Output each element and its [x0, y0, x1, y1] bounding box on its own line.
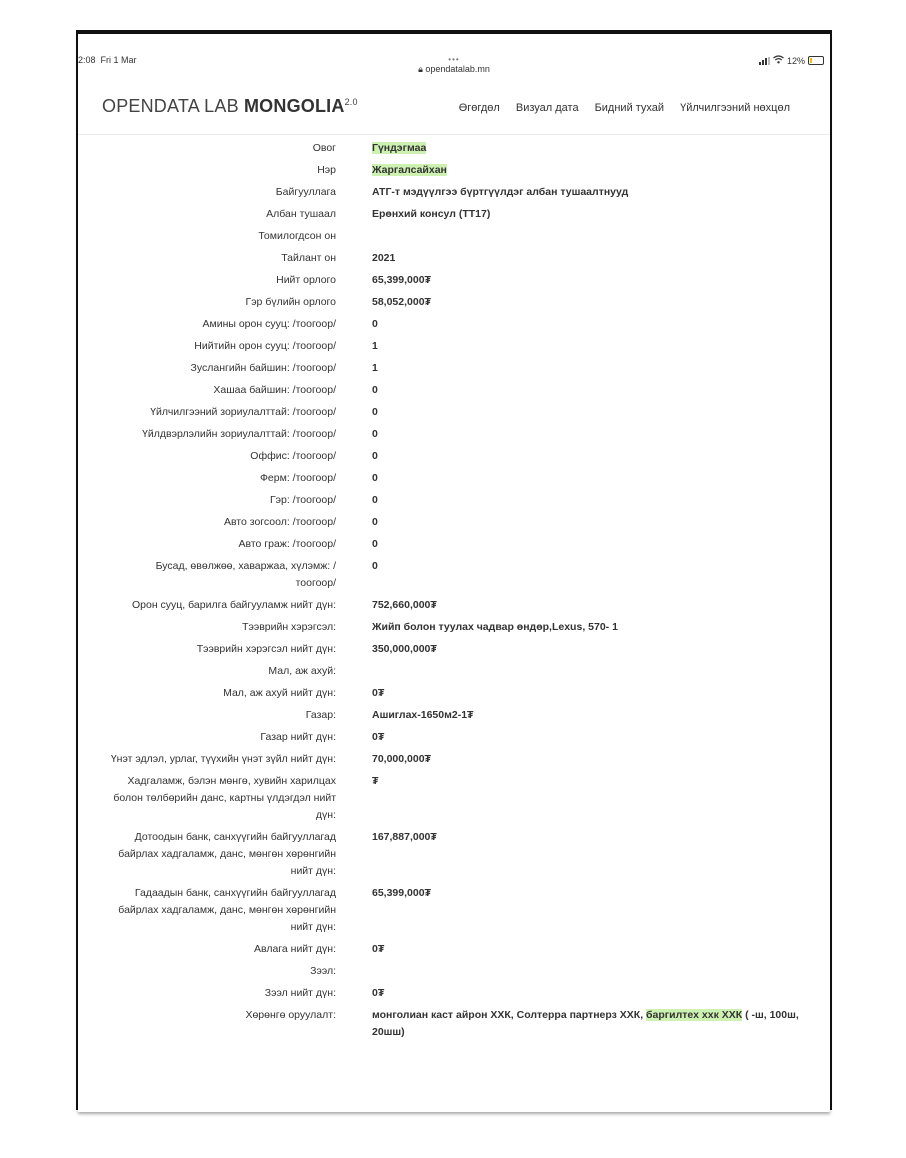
- declaration-row: [78, 829, 830, 880]
- declaration-row: [78, 773, 830, 824]
- declaration-row: [78, 1007, 830, 1041]
- field-label: Томилогдсон он: [258, 230, 336, 242]
- main-nav: [459, 102, 790, 114]
- nav-visual-data[interactable]: Визуал дата: [515, 102, 579, 114]
- field-label: Хадгаламж, бэлэн мөнгө, хувийн харилцах болон төлбөрийн данс, картны үлдэгдэл нийт дүн:: [113, 775, 336, 821]
- declaration-row: [78, 558, 830, 592]
- nav-about[interactable]: Бидний тухай: [594, 102, 665, 114]
- declaration-row: [78, 140, 830, 157]
- field-label: Амины орон сууц: /тоогоор/: [202, 318, 336, 330]
- declaration-row: [78, 514, 830, 531]
- declaration-row: [78, 316, 830, 333]
- field-label: Нийтийн орон сууц: /тоогоор/: [194, 340, 336, 352]
- field-value: ₮: [372, 775, 379, 787]
- declaration-row: [78, 885, 830, 936]
- field-value: Жийп болон туулах чадвар өндөр,Lexus, 570- 1: [372, 621, 618, 633]
- field-value: 58,052,000₮: [372, 296, 431, 308]
- field-label: Зуслангийн байшин: /тоогоор/: [190, 362, 336, 374]
- field-label: Нийт орлого: [276, 274, 336, 286]
- field-value: 0₮: [372, 731, 385, 743]
- wifi-icon: [773, 55, 784, 66]
- declaration-row: [78, 184, 830, 201]
- field-label: Хашаа байшин: /тоогоор/: [213, 384, 336, 396]
- field-value: 752,660,000₮: [372, 599, 437, 611]
- declaration-row: [78, 360, 830, 377]
- field-label: Байгууллага: [275, 186, 336, 198]
- declaration-row: [78, 162, 830, 179]
- declaration-row: [78, 250, 830, 267]
- field-label: Тайлант он: [281, 252, 336, 264]
- field-label: Авто граж: /тоогоор/: [238, 538, 336, 550]
- declaration-row: [78, 707, 830, 724]
- battery-icon: [808, 56, 824, 65]
- field-value: 350,000,000₮: [372, 643, 437, 655]
- site-logo[interactable]: [102, 96, 358, 117]
- address-url[interactable]: opendatalab.mn: [425, 64, 490, 74]
- field-value: 0₮: [372, 987, 385, 999]
- field-label: Гэр бүлийн орлого: [245, 296, 336, 308]
- field-value: 0: [372, 318, 378, 330]
- declaration-row: [78, 206, 830, 223]
- url-area[interactable]: [78, 56, 830, 75]
- site-navbar: [78, 82, 830, 135]
- field-label: Ферм: /тоогоор/: [259, 472, 336, 484]
- lock-icon: 🔒︎: [418, 64, 423, 74]
- field-label: Овог: [312, 142, 336, 154]
- field-label: Тээврийн хэрэгсэл нийт дүн:: [196, 643, 336, 655]
- field-label: Мал, аж ахуй нийт дүн:: [223, 687, 336, 699]
- field-value: АТГ-т мэдүүлгээ бүртгүүлдэг албан тушаалтнууд: [372, 186, 629, 198]
- declaration-row: [78, 641, 830, 658]
- multitask-dots-icon[interactable]: •••: [448, 55, 460, 64]
- field-value: 0₮: [372, 943, 385, 955]
- field-value: 0: [372, 450, 378, 462]
- declaration-row: [78, 338, 830, 355]
- status-indicators: [759, 55, 824, 66]
- field-value: 1: [372, 362, 378, 374]
- value-highlighted: баргилтех ххк ХХК: [646, 1009, 743, 1021]
- declaration-row: [78, 751, 830, 768]
- field-value: 1: [372, 340, 378, 352]
- field-value: 65,399,000₮: [372, 274, 431, 286]
- field-value: 0: [372, 538, 378, 550]
- declaration-row: [78, 597, 830, 614]
- declaration-row: [78, 382, 830, 399]
- field-label: Албан тушаал: [266, 208, 336, 220]
- field-value: [372, 140, 812, 157]
- field-label: Нэр: [317, 164, 336, 176]
- status-time: 2:08: [78, 55, 96, 65]
- declaration-row: [78, 619, 830, 636]
- battery-percent: 12%: [786, 55, 805, 66]
- field-value: 0: [372, 428, 378, 440]
- field-label: Зээл:: [310, 965, 336, 977]
- field-label: Авлага нийт дүн:: [253, 943, 336, 955]
- declaration-row: [78, 536, 830, 553]
- logo-version: 2.0: [344, 97, 358, 107]
- declaration-details: [78, 135, 830, 1112]
- field-value: 0: [372, 516, 378, 528]
- field-value: [372, 162, 812, 179]
- logo-strong: MONGOLIA: [243, 96, 345, 116]
- field-value: 70,000,000₮: [372, 753, 431, 765]
- declaration-row: [78, 729, 830, 746]
- field-value: 167,887,000₮: [372, 831, 437, 843]
- declaration-row: [78, 404, 830, 421]
- field-label: Гадаадын банк, санхүүгийн байгууллагад байрлах хадгаламж, данс, мөнгөн хөрөнгийн нийт дүн:: [118, 887, 336, 933]
- field-label: Тээврийн хэрэгсэл:: [242, 621, 336, 633]
- nav-terms[interactable]: Үйлчилгээний нөхцөл: [680, 102, 790, 114]
- declaration-row: [78, 985, 830, 1002]
- field-value: 0: [372, 384, 378, 396]
- field-value: 0: [372, 560, 378, 572]
- ipad-status-bar: [78, 34, 830, 82]
- field-value: 65,399,000₮: [372, 887, 431, 899]
- declaration-row: [78, 941, 830, 958]
- field-label: Үнэт эдлэл, урлаг, түүхийн үнэт зүйл нийт дүн:: [110, 753, 336, 765]
- declaration-row: [78, 685, 830, 702]
- field-label: Үйлдвэрлэлийн зориулалттай: /тоогоор/: [142, 428, 336, 440]
- field-value: 0₮: [372, 687, 385, 699]
- field-value: 0: [372, 472, 378, 484]
- field-value: 0: [372, 406, 378, 418]
- field-label: Үйлчилгээний зориулалттай: /тоогоор/: [150, 406, 336, 418]
- field-label: Дотоодын банк, санхүүгийн байгууллагад байрлах хадгаламж, данс, мөнгөн хөрөнгийн нийт дүн:: [118, 831, 336, 877]
- investment-text: монголиан каст айрон ХХК, Солтерра партнерз ХХК,: [372, 1009, 647, 1021]
- field-value: Ерөнхий консул (ТТ17): [372, 208, 491, 220]
- cellular-signal-icon: [759, 57, 770, 65]
- investment-shares: ( -ш, 100ш, 20шш): [372, 1009, 799, 1038]
- value-highlighted: Жаргалсайхан: [372, 164, 447, 176]
- status-date: Fri 1 Mar: [100, 55, 137, 65]
- declaration-row: [78, 426, 830, 443]
- logo-prefix: OPENDATA LAB: [102, 96, 244, 116]
- declaration-row: [78, 272, 830, 289]
- nav-data[interactable]: Өгөгдөл: [458, 102, 500, 114]
- value-highlighted: Гүндэгмаа: [372, 142, 427, 154]
- declaration-row: [78, 492, 830, 509]
- field-label: Авто зогсоол: /тоогоор/: [223, 516, 336, 528]
- field-label: Хөрөнгө оруулалт:: [245, 1009, 336, 1021]
- declaration-row: [78, 228, 830, 245]
- field-value: [372, 1007, 812, 1041]
- declaration-row: [78, 663, 830, 680]
- field-label: Газар нийт дүн:: [260, 731, 336, 743]
- field-label: Орон сууц, барилга байгууламж нийт дүн:: [131, 599, 336, 611]
- screenshot-page: [78, 34, 830, 1112]
- field-value: Ашиглах-1650м2-1₮: [372, 709, 474, 721]
- field-value: 0: [372, 494, 378, 506]
- declaration-row: [78, 448, 830, 465]
- declaration-row: [78, 963, 830, 980]
- declaration-row: [78, 294, 830, 311]
- field-label: Гэр: /тоогоор/: [269, 494, 336, 506]
- field-label: Зээл нийт дүн:: [264, 987, 336, 999]
- field-label: Газар:: [305, 709, 336, 721]
- field-label: Оффис: /тоогоор/: [250, 450, 336, 462]
- field-label: Мал, аж ахуй:: [268, 665, 336, 677]
- field-label: Бусад, өвөлжөө, хаваржаа, хүлэмж: /тоогоор/: [155, 560, 336, 589]
- field-value: 2021: [372, 252, 396, 264]
- declaration-row: [78, 470, 830, 487]
